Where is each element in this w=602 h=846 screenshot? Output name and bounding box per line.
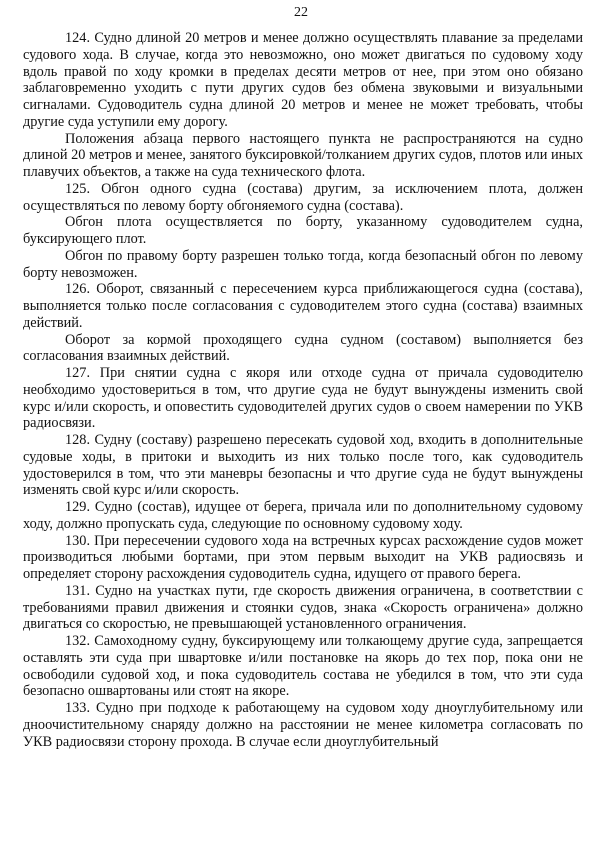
page-number: 22 <box>294 5 308 20</box>
paragraph-124: 124. Судно длиной 20 метров и менее должно осуществлять плавание за пределами судового хода. В случае, когда это невозможно, оно может двигаться по судовому ходу вдоль правой по ходу кромки в пределах десяти метров от нее, при этом оно обязано заблаговременно уходить с пути других судов без обмена звуковыми и визуальными сигналами. Судоводитель судна длиной 20 метров и менее не может требовать, чтобы другие суда уступили ему дорогу. <box>23 30 583 130</box>
paragraph-126-stern: Оборот за кормой проходящего судна судном (составом) выполняется без согласования взаимных действий. <box>23 331 583 365</box>
paragraph-132: 132. Самоходному судну, буксирующему или толкающему другие суда, запрещается оставлять эти суда при швартовке и/или постановке на якорь до тех пор, пока они не освободили судовой ход, и пока судоводитель состава не убедился в том, что эти суда безопасно ошвартованы или стоят на якоре. <box>23 633 583 700</box>
paragraph-125-raft: Обгон плота осуществляется по борту, указанному судоводителем судна, буксирующего плот. <box>23 214 583 247</box>
paragraph-131: 131. Судно на участках пути, где скорость движения ограничена, в соответствии с требованиями правил движения и стоянки судов, знака «Скорость ограничена» должно двигаться со скоростью, не превышающей установленного ограничения. <box>23 582 583 633</box>
paragraph-125-starboard: Обгон по правому борту разрешен только тогда, когда безопасный обгон по левому борту невозможен. <box>23 247 583 281</box>
paragraph-130: 130. При пересечении судового хода на встречных курсах расхождение судов может производиться любыми бортами, при этом первым выходит на УКВ радиосвязь и определяет сторону расхождения судоводитель судна, идущего от правого берега. <box>23 532 583 582</box>
paragraph-124-note: Положения абзаца первого настоящего пункта не распространяются на судно длиной 20 метров и менее, занятого буксировкой/толканием других судов, плотов или иных плавучих объектов, а также на суда технического флота. <box>23 130 583 180</box>
paragraph-133: 133. Судно при подходе к работающему на судовом ходу дноуглубительному или дноочистительному снаряду должно на расстоянии не менее километра согласовать по УКВ радиосвязи сторону прохода. В случае если дноуглубительный <box>23 700 583 750</box>
paragraph-125: 125. Обгон одного судна (состава) другим, за исключением плота, должен осуществляться по левому борту обгоняемого судна (состава). <box>23 180 583 214</box>
paragraph-126: 126. Оборот, связанный с пересечением курса приближающегося судна (состава), выполняется только после согласования с судоводителем этого судна (состава) взаимных действий. <box>23 281 583 331</box>
paragraph-127: 127. При снятии судна с якоря или отходе судна от причала судоводителю необходимо удостовериться в том, что другие суда не будут вынуждены изменить свой курс и/или скорость, и оповестить судоводителей других судов о своем намерении по УКВ радиосвязи. <box>23 365 583 432</box>
paragraph-129: 129. Судно (состав), идущее от берега, причала или по дополнительному судовому ходу, должно пропускать суда, следующие по основному судовому ходу. <box>23 499 583 532</box>
document-body <box>23 30 583 750</box>
paragraph-128: 128. Судну (составу) разрешено пересекать судовой ход, входить в дополнительные судовые ходы, в притоки и выходить из них только после того, как судоводитель удостоверился в том, что эти маневры безопасны и что другие суда не будут вынуждены изменять свой курс и/или скорость. <box>23 432 583 499</box>
